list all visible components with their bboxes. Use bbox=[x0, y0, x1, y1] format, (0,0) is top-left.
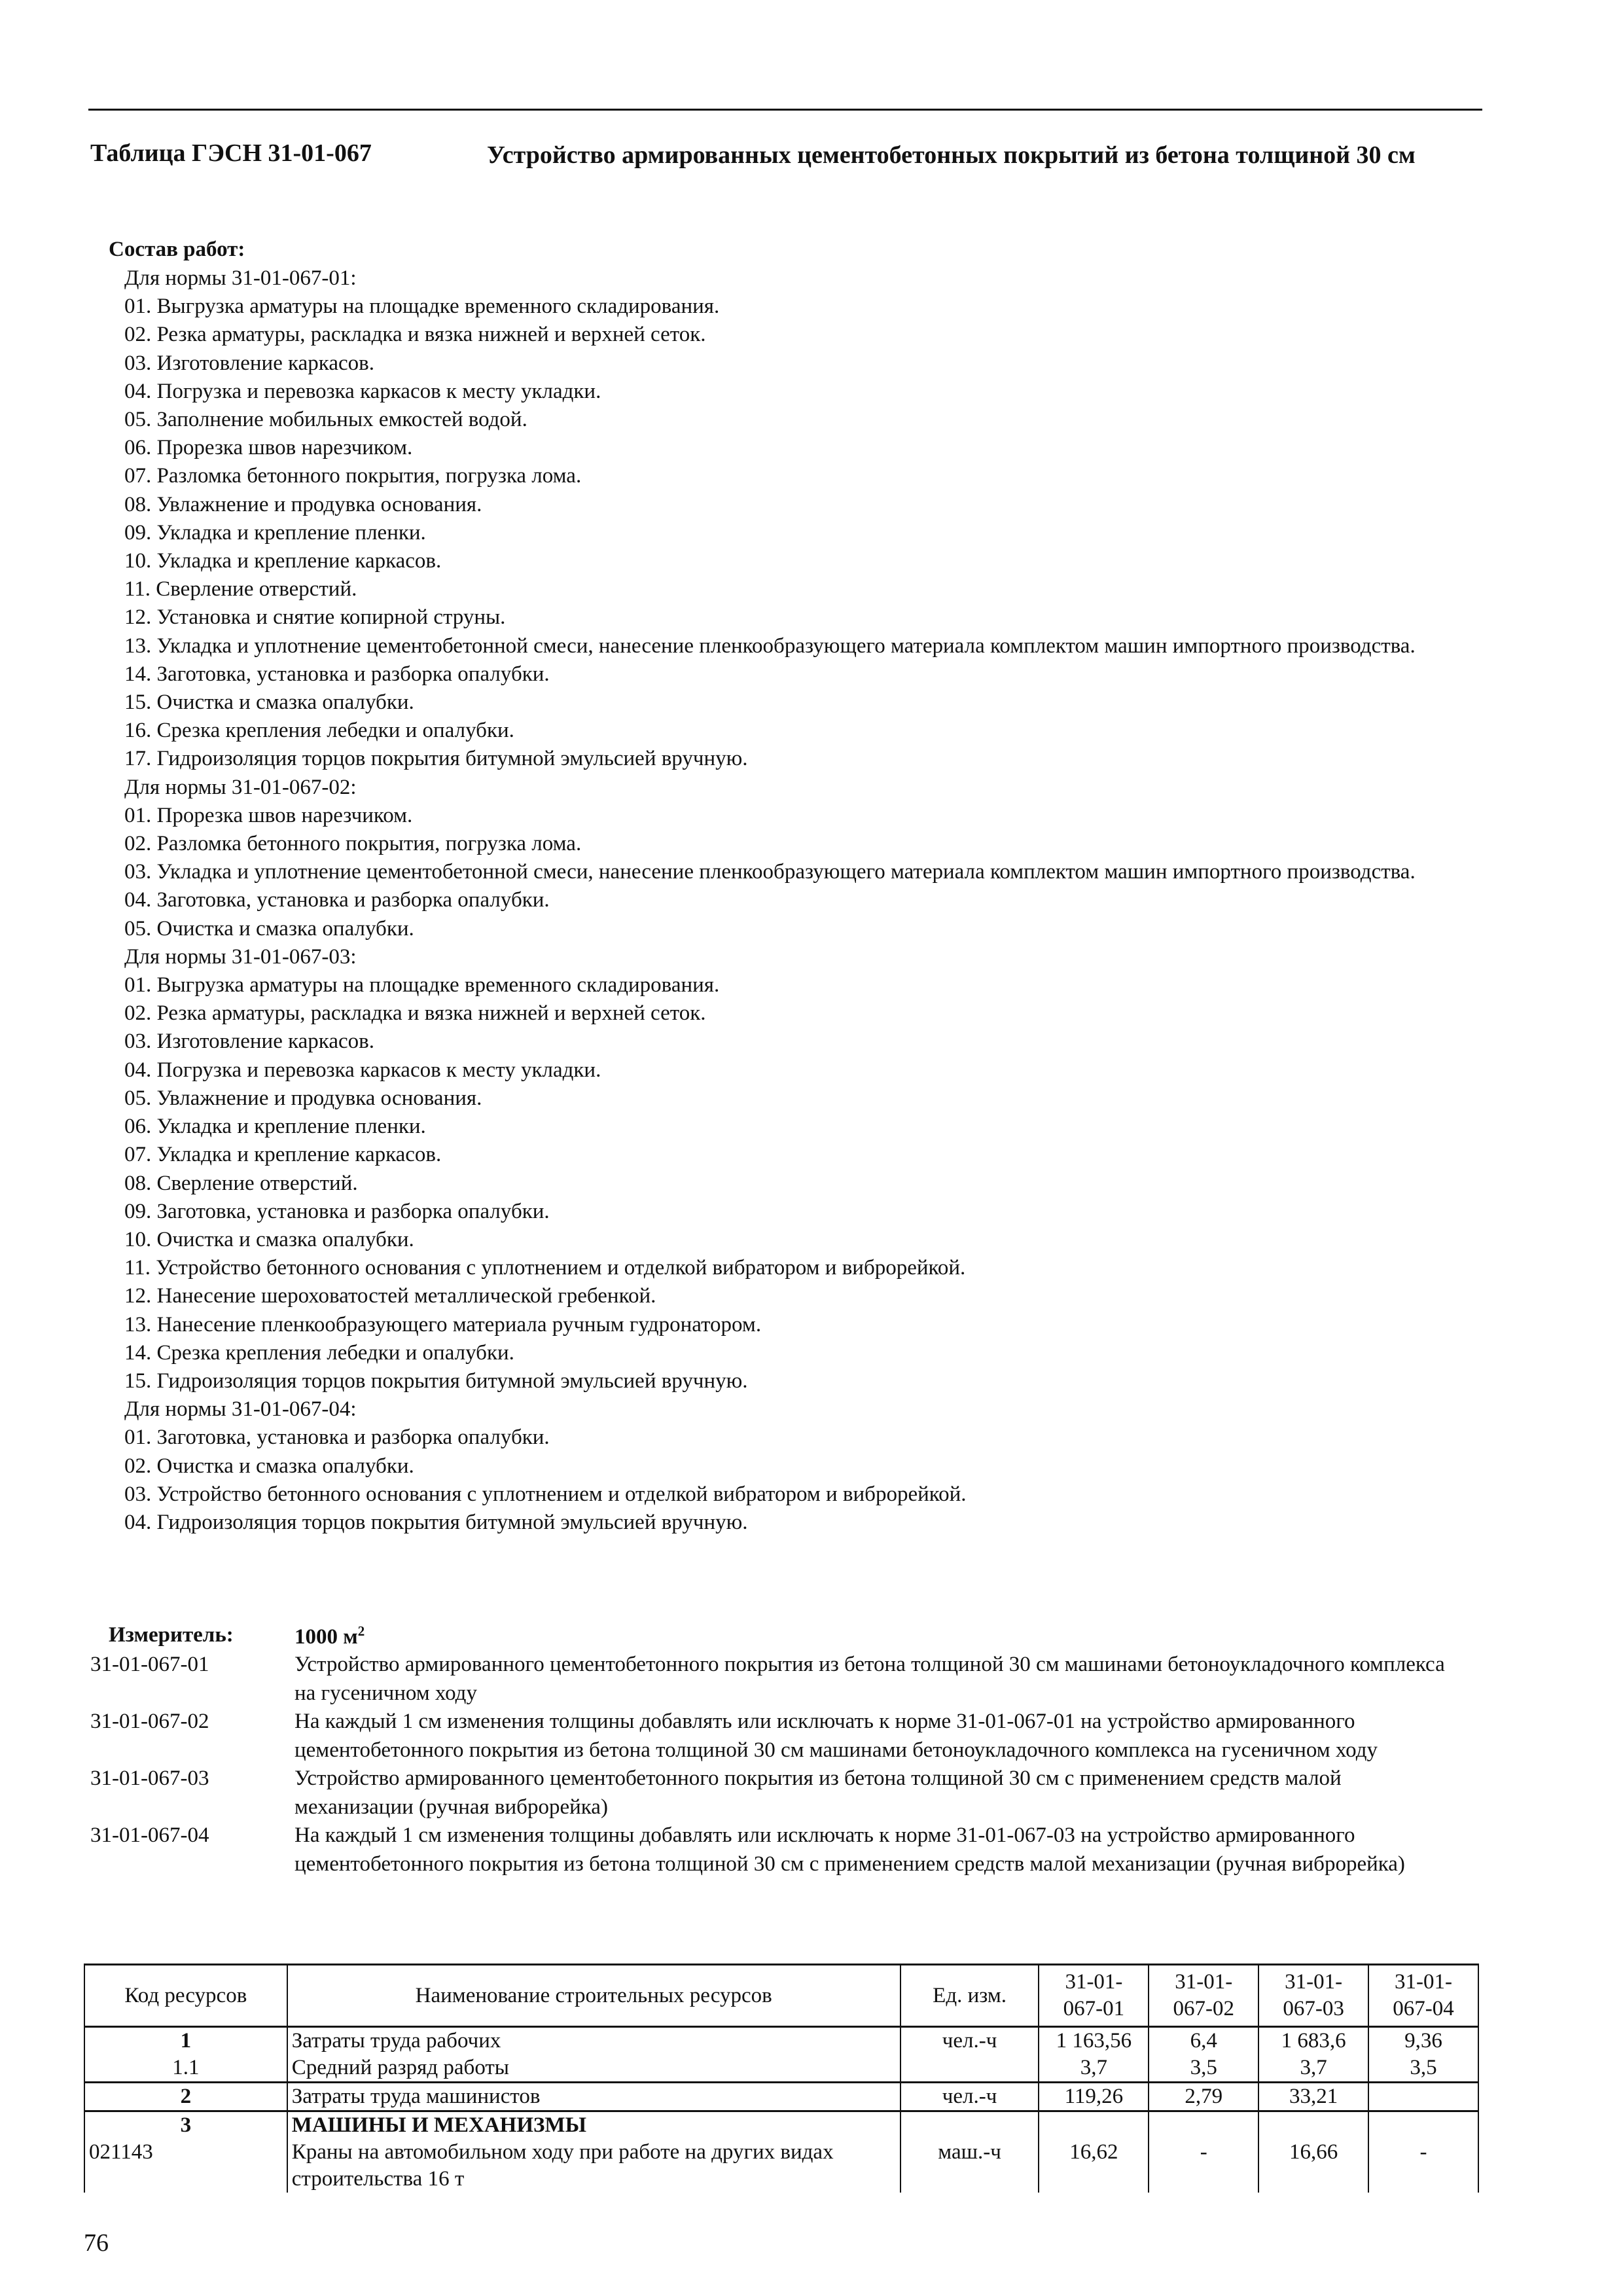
name-value: Средний разряд работы bbox=[291, 2056, 509, 2079]
cell-value bbox=[1368, 2027, 1478, 2083]
header-norm-4 bbox=[1368, 1965, 1478, 2027]
header-norm-1-line2: 067-01 bbox=[1063, 1997, 1125, 2020]
cell-unit: чел.-ч bbox=[901, 2083, 1039, 2111]
work-item: 13. Укладка и уплотнение цементобетонной смеси, нанесение пленкообразующего материала комплектом машин импортного производства. bbox=[124, 634, 1416, 658]
cell-value: - bbox=[1149, 2111, 1258, 2193]
table-row bbox=[84, 2111, 1478, 2193]
work-item: 13. Нанесение пленкообразующего материала ручным гудронатором. bbox=[124, 1312, 762, 1336]
work-item: 04. Погрузка и перевозка каркасов к месту укладки. bbox=[124, 379, 601, 403]
value: 3,7 bbox=[1300, 2056, 1327, 2079]
header-rule bbox=[88, 109, 1482, 111]
work-item: 12. Нанесение шероховатостей металлической гребенкой. bbox=[124, 1284, 656, 1308]
work-item: 02. Очистка и смазка опалубки. bbox=[124, 1454, 414, 1478]
name-value: Затраты труда рабочих bbox=[291, 2029, 501, 2053]
work-item: 07. Разломка бетонного покрытия, погрузка лома. bbox=[124, 464, 582, 488]
header-norm-3-line1: 31-01- bbox=[1285, 1970, 1343, 1994]
work-item: 04. Гидроизоляция торцов покрытия битумной эмульсией вручную. bbox=[124, 1510, 748, 1534]
value: 3,7 bbox=[1080, 2056, 1108, 2079]
header-unit: Ед. изм. bbox=[901, 1965, 1039, 2027]
measure-value bbox=[294, 1623, 365, 1649]
value: 9,36 bbox=[1404, 2029, 1442, 2053]
cell-name bbox=[287, 2111, 901, 2193]
header-norm-4-line1: 31-01- bbox=[1395, 1970, 1453, 1994]
cell-code bbox=[84, 2027, 287, 2083]
work-item: 16. Срезка крепления лебедки и опалубки. bbox=[124, 719, 514, 743]
header-name: Наименование строительных ресурсов bbox=[287, 1965, 901, 2027]
work-item: 06. Укладка и крепление пленки. bbox=[124, 1115, 426, 1139]
header-norm-2-line2: 067-02 bbox=[1173, 1997, 1235, 2020]
cell-value: 16,62 bbox=[1039, 2111, 1149, 2193]
work-item: 05. Очистка и смазка опалубки. bbox=[124, 916, 414, 941]
work-item: 15. Гидроизоляция торцов покрытия битумной эмульсией вручную. bbox=[124, 1369, 748, 1393]
work-item: 03. Изготовление каркасов. bbox=[124, 1030, 374, 1054]
section-title: МАШИНЫ И МЕХАНИЗМЫ bbox=[291, 2113, 586, 2137]
work-item: 02. Разломка бетонного покрытия, погрузка лома. bbox=[124, 832, 582, 856]
norm-row bbox=[90, 1765, 1484, 1821]
work-item: 01. Выгрузка арматуры на площадке временного складирования. bbox=[124, 973, 720, 997]
header-norm-3 bbox=[1258, 1965, 1368, 2027]
work-item: 02. Резка арматуры, раскладка и вязка нижней и верхней сеток. bbox=[124, 323, 706, 347]
value: 3,5 bbox=[1410, 2056, 1437, 2079]
norm-code: 31-01-067-01 bbox=[90, 1653, 209, 1676]
work-item: 14. Срезка крепления лебедки и опалубки. bbox=[124, 1340, 514, 1365]
cell-value bbox=[1149, 2027, 1258, 2083]
header-norm-2-line1: 31-01- bbox=[1175, 1970, 1233, 1994]
cell-value: - bbox=[1368, 2111, 1478, 2193]
work-item: 04. Заготовка, установка и разборка опалубки. bbox=[124, 888, 550, 912]
work-item: 11. Сверление отверстий. bbox=[124, 577, 357, 601]
cell-value bbox=[1258, 2027, 1368, 2083]
work-item: 02. Резка арматуры, раскладка и вязка нижней и верхней сеток. bbox=[124, 1001, 706, 1026]
work-item: 01. Выгрузка арматуры на площадке временного складирования. bbox=[124, 295, 720, 319]
work-item: 01. Заготовка, установка и разборка опалубки. bbox=[124, 1426, 550, 1450]
work-item: 12. Установка и снятие копирной струны. bbox=[124, 605, 506, 630]
cell-unit: маш.-ч bbox=[901, 2111, 1039, 2193]
work-item: 05. Заполнение мобильных емкостей водой. bbox=[124, 408, 527, 432]
measure-label: Измеритель: bbox=[109, 1623, 234, 1647]
work-item: 17. Гидроизоляция торцов покрытия битумной эмульсией вручную. bbox=[124, 747, 748, 771]
cell-value: 119,26 bbox=[1039, 2083, 1149, 2111]
work-item: 03. Устройство бетонного основания с уплотнением и отделкой вибратором и виброрейкой. bbox=[124, 1482, 967, 1506]
work-item: 03. Укладка и уплотнение цементобетонной смеси, нанесение пленкообразующего материала комплектом машин импортного производства. bbox=[124, 860, 1416, 884]
work-item: 09. Заготовка, установка и разборка опалубки. bbox=[124, 1199, 550, 1223]
header-norm-1 bbox=[1039, 1965, 1149, 2027]
cell-value bbox=[1039, 2027, 1149, 2083]
header-norm-2 bbox=[1149, 1965, 1258, 2027]
work-item: 10. Укладка и крепление каркасов. bbox=[124, 549, 442, 573]
table-code: Таблица ГЭСН 31-01-067 bbox=[90, 139, 372, 167]
work-item: 04. Погрузка и перевозка каркасов к месту укладки. bbox=[124, 1058, 601, 1082]
header-code: Код ресурсов bbox=[84, 1965, 287, 2027]
norm-description: На каждый 1 см изменения толщины добавлять или исключать к норме 31-01-067-03 на устройство армированного цементобетонного покрытия из бетона толщиной 30 см с применением средств малой механизации (ручная виброрейка) bbox=[294, 1823, 1405, 1876]
norm-code: 31-01-067-04 bbox=[90, 1823, 209, 1847]
norm-group-heading: Для нормы 31-01-067-03: bbox=[124, 944, 357, 969]
value: 1 163,56 bbox=[1056, 2029, 1132, 2053]
norm-code: 31-01-067-03 bbox=[90, 1767, 209, 1790]
code-value: 3 bbox=[180, 2113, 192, 2137]
composition-title: Состав работ: bbox=[109, 238, 245, 261]
cell-name bbox=[287, 2027, 901, 2083]
norm-row bbox=[90, 1708, 1484, 1765]
cell-value: 33,21 bbox=[1258, 2083, 1368, 2111]
value: 3,5 bbox=[1190, 2056, 1217, 2079]
work-item: 01. Прорезка швов нарезчиком. bbox=[124, 803, 413, 827]
measure-value-text: 1000 м bbox=[294, 1625, 358, 1649]
work-item: 08. Сверление отверстий. bbox=[124, 1171, 358, 1195]
header-norm-3-line2: 067-03 bbox=[1283, 1997, 1344, 2020]
table-header-row bbox=[84, 1965, 1478, 2027]
code-value: 1.1 bbox=[172, 2056, 200, 2079]
cell-value: 2,79 bbox=[1149, 2083, 1258, 2111]
measure-value-exponent: 2 bbox=[357, 1623, 365, 1639]
cell-value bbox=[1368, 2083, 1478, 2111]
norm-group-heading: Для нормы 31-01-067-02: bbox=[124, 775, 357, 799]
norm-description: Устройство армированного цементобетонного покрытия из бетона толщиной 30 см машинами бетоноукладочного комплекса на гусеничном ходу bbox=[294, 1653, 1445, 1705]
value: 6,4 bbox=[1190, 2029, 1217, 2053]
code-value: 021143 bbox=[89, 2140, 153, 2164]
table-row bbox=[84, 2027, 1478, 2083]
value: 1 683,6 bbox=[1281, 2029, 1346, 2053]
norm-group-heading: Для нормы 31-01-067-04: bbox=[124, 1397, 357, 1422]
cell-code: 2 bbox=[84, 2083, 287, 2111]
header-norm-4-line2: 067-04 bbox=[1393, 1997, 1454, 2020]
work-item: 05. Увлажнение и продувка основания. bbox=[124, 1086, 482, 1110]
work-item: 07. Укладка и крепление каркасов. bbox=[124, 1143, 442, 1167]
header-norm-1-line1: 31-01- bbox=[1065, 1970, 1123, 1994]
cell-value: 16,66 bbox=[1258, 2111, 1368, 2193]
work-item: 09. Укладка и крепление пленки. bbox=[124, 520, 426, 545]
page-number: 76 bbox=[84, 2229, 109, 2257]
norm-description: На каждый 1 см изменения толщины добавлять или исключать к норме 31-01-067-01 на устройство армированного цементобетонного покрытия из бетона толщиной 30 см машинами бетоноукладочного комплекса на гусеничном ходу bbox=[294, 1710, 1378, 1762]
unit-value: чел.-ч bbox=[942, 2029, 997, 2053]
resources-table bbox=[84, 1964, 1479, 2193]
cell-unit bbox=[901, 2027, 1039, 2083]
work-item: 11. Устройство бетонного основания с уплотнением и отделкой вибратором и виброрейкой. bbox=[124, 1256, 966, 1280]
work-item: 08. Увлажнение и продувка основания. bbox=[124, 492, 482, 516]
norm-row bbox=[90, 1821, 1484, 1878]
name-value: Краны на автомобильном ходу при работе на других видах строительства 16 т bbox=[291, 2140, 834, 2191]
work-item: 15. Очистка и смазка опалубки. bbox=[124, 691, 414, 715]
work-item: 14. Заготовка, установка и разборка опалубки. bbox=[124, 662, 550, 686]
norm-list bbox=[90, 1651, 1484, 1878]
composition-list bbox=[124, 264, 1472, 1537]
work-item: 06. Прорезка швов нарезчиком. bbox=[124, 436, 413, 460]
table-row bbox=[84, 2083, 1478, 2111]
work-item: 10. Очистка и смазка опалубки. bbox=[124, 1227, 414, 1251]
norm-code: 31-01-067-02 bbox=[90, 1710, 209, 1733]
table-title: Устройство армированных цементобетонных покрытий из бетона толщиной 30 см bbox=[487, 141, 1416, 169]
code-value: 1 bbox=[180, 2029, 192, 2053]
norm-row bbox=[90, 1651, 1484, 1708]
norm-group-heading: Для нормы 31-01-067-01: bbox=[124, 266, 357, 290]
norm-description: Устройство армированного цементобетонного покрытия из бетона толщиной 30 см с применением средств малой механизации (ручная виброрейка) bbox=[294, 1767, 1342, 1819]
cell-name: Затраты труда машинистов bbox=[287, 2083, 901, 2111]
work-item: 03. Изготовление каркасов. bbox=[124, 351, 374, 375]
cell-code bbox=[84, 2111, 287, 2193]
